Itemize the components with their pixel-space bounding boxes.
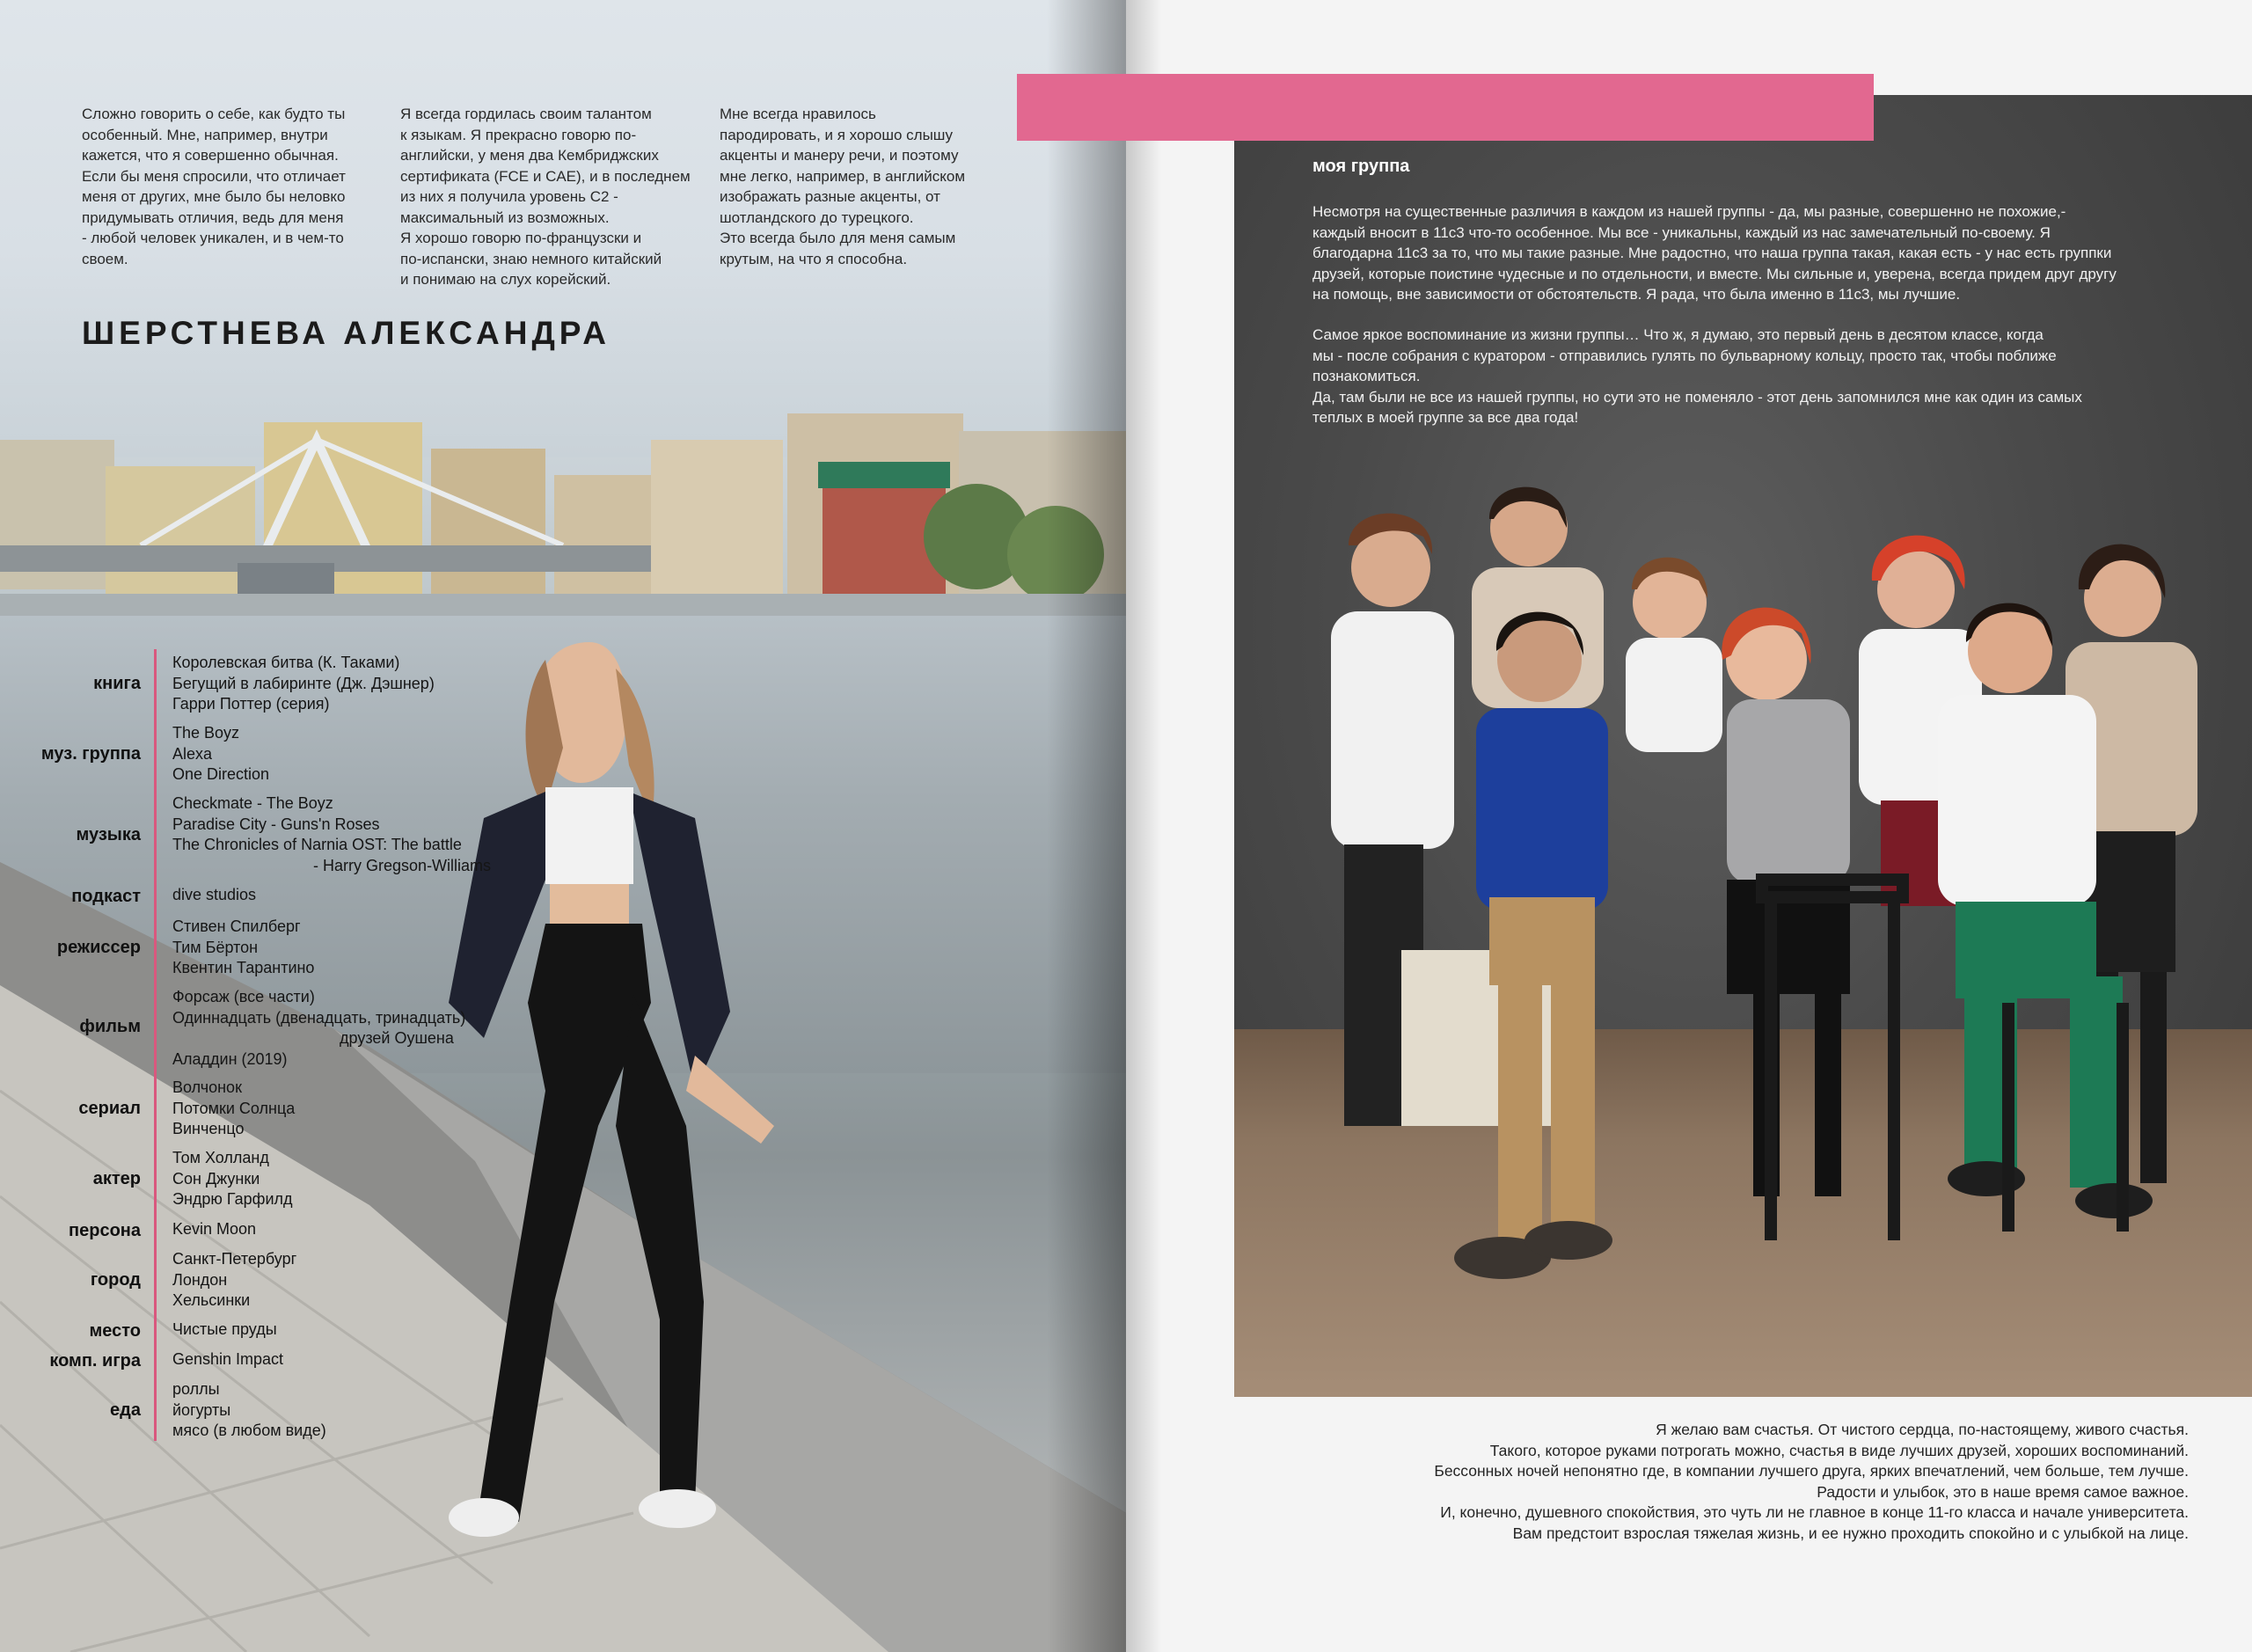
spine-shadow-right bbox=[1126, 0, 1161, 1652]
favorite-category: режиссер bbox=[56, 938, 141, 957]
text-line: по-испански, знаю немного китайский bbox=[400, 250, 662, 267]
text-line: Я желаю вам счастья. От чистого сердца, по-настоящему, живого счастья. bbox=[1656, 1421, 2189, 1438]
favorite-item: Бегущий в лабиринте (Дж. Дэшнер) bbox=[172, 674, 435, 692]
text-line: и понимаю на слух корейский. bbox=[400, 271, 611, 288]
text-line: Несмотря на существенные различия в каждом из нашей группы - да, мы разные, совершенно не похожие,- bbox=[1312, 203, 2066, 220]
person-name-heading: ШЕРСТНЕВА АЛЕКСАНДРА bbox=[82, 315, 611, 351]
favorite-item: друзей Оушена bbox=[172, 1029, 454, 1047]
text-line: теплых в моей группе за все два года! bbox=[1312, 409, 1579, 426]
favorite-item: Форсаж (все части) bbox=[172, 988, 315, 1005]
text-line: благодарна 11с3 за то, что мы такие разные. Мне радостно, что наша группа такая, какая есть - у нас есть группки bbox=[1312, 245, 2112, 261]
text-line: из них я получила уровень С2 - bbox=[400, 188, 618, 205]
favorite-item: Genshin Impact bbox=[172, 1350, 284, 1368]
text-line: изображать разные акценты, от bbox=[720, 188, 940, 205]
favorite-item: Одиннадцать (двенадцать, тринадцать) bbox=[172, 1008, 466, 1027]
favorite-item: Волчонок bbox=[172, 1078, 242, 1096]
favorite-item: One Direction bbox=[172, 765, 270, 783]
text-line: своем. bbox=[82, 250, 128, 267]
favorite-items bbox=[172, 1078, 295, 1140]
intro-column-1 bbox=[82, 104, 372, 269]
favorite-category: музыка bbox=[76, 825, 141, 844]
favorite-item: роллы bbox=[172, 1380, 220, 1398]
favorite-item: Том Холланд bbox=[172, 1149, 269, 1166]
text-line: Вам предстоит взрослая тяжелая жизнь, и ее нужно проходить спокойно и с улыбкой на лице. bbox=[1512, 1524, 2189, 1542]
favorite-category: сериал bbox=[78, 1099, 141, 1118]
portrait-figure bbox=[282, 633, 862, 1539]
favorite-item: Гарри Поттер (серия) bbox=[172, 695, 330, 713]
text-line: Если бы меня спросили, что отличает bbox=[82, 167, 346, 185]
text-line: друзей, которые поистине чудесные и по отдельности, и вместе. Мы сильные и, уверена, всегда придем друг другу bbox=[1312, 265, 2117, 282]
text-line: - любой человек уникален, и в чем-то bbox=[82, 230, 344, 246]
favorite-items bbox=[172, 1349, 283, 1371]
text-line: И, конечно, душевного спокойствия, это чуть ли не главное в конце 11-го класса и начале университета. bbox=[1440, 1503, 2189, 1521]
student-figure bbox=[1626, 558, 1722, 752]
text-line: Я хорошо говорю по-французски и bbox=[400, 230, 642, 246]
text-line: познакомиться. bbox=[1312, 368, 1421, 384]
text-line: пародировать, и я хорошо слышу bbox=[720, 126, 953, 143]
favorite-item: Стивен Спилберг bbox=[172, 917, 301, 935]
favorite-items bbox=[172, 653, 435, 715]
favorite-category: комп. игра bbox=[49, 1351, 141, 1371]
text-line: Да, там были не все из нашей группы, но сути это не поменяло - этот день запомнился мне как один из самых bbox=[1312, 388, 2082, 406]
favorite-item: Checkmate - The Boyz bbox=[172, 794, 333, 812]
text-line: каждый вносит в 11с3 что-то особенное. Мы все - уникальны, каждый из нас замечательный по-своему. Я bbox=[1312, 223, 2051, 241]
city-skyline-image bbox=[0, 405, 1126, 633]
favorite-item: dive studios bbox=[172, 886, 257, 903]
favorite-items bbox=[172, 917, 314, 979]
text-line: максимальный из возможных. bbox=[400, 208, 610, 226]
favorite-item: Kevin Moon bbox=[172, 1220, 257, 1238]
favorite-item: Квентин Тарантино bbox=[172, 959, 315, 976]
favorite-category: актер bbox=[92, 1169, 141, 1188]
favorite-category: фильм bbox=[79, 1017, 141, 1036]
favorite-items bbox=[172, 1219, 256, 1240]
favorite-category: книга bbox=[93, 674, 141, 693]
favorite-item: Хельсинки bbox=[172, 1291, 251, 1309]
favorite-item: Чистые пруды bbox=[172, 1320, 277, 1338]
text-line: Радости и улыбок, это в наше время самое важное. bbox=[1817, 1482, 2189, 1501]
favorite-items bbox=[172, 987, 465, 1070]
favorite-item: Лондон bbox=[172, 1270, 228, 1289]
favorite-item: Alexa bbox=[172, 744, 213, 763]
favorite-item: Потомки Солнца bbox=[172, 1099, 296, 1117]
favorite-category: место bbox=[89, 1321, 141, 1341]
favorite-item: Королевская битва (К. Таками) bbox=[172, 654, 400, 671]
favorite-item: Санкт-Петербург bbox=[172, 1250, 297, 1268]
favorite-item: The Boyz bbox=[172, 724, 240, 742]
favorite-items bbox=[172, 793, 491, 876]
text-line: Я всегда гордилась своим талантом bbox=[400, 106, 652, 122]
favorite-item: Винченцо bbox=[172, 1120, 245, 1137]
text-line: кажется, что я совершенно обычная. bbox=[82, 147, 339, 164]
favorite-category: подкаст bbox=[71, 887, 141, 906]
favorite-item: Эндрю Гарфилд bbox=[172, 1190, 293, 1208]
text-line: особенный. Мне, например, внутри bbox=[82, 126, 328, 143]
text-line: мы - после собрания с куратором - отправились гулять по бульварному кольцу, просто так, чтобы поближе bbox=[1312, 347, 2057, 364]
favorite-item: Paradise City - Guns'n Roses bbox=[172, 815, 380, 833]
group-paragraph-1 bbox=[1312, 201, 2201, 305]
favorite-category: персона bbox=[69, 1221, 141, 1240]
favorite-item: The Chronicles of Narnia OST: The battle bbox=[172, 836, 462, 853]
favorite-item: - Harry Gregson-Williams bbox=[172, 856, 492, 874]
group-paragraph-2 bbox=[1312, 325, 2201, 428]
text-line: Сложно говорить о себе, как будто ты bbox=[82, 106, 346, 122]
favorite-item: Тим Бёртон bbox=[172, 938, 259, 956]
favorite-item: йогурты bbox=[172, 1400, 231, 1419]
text-line: Самое яркое воспоминание из жизни группы… Что ж, я думаю, это первый день в десятом классе, когда bbox=[1312, 326, 2044, 343]
favorite-item: Аладдин (2019) bbox=[172, 1049, 288, 1068]
text-line: шотландского до турецкого. bbox=[720, 208, 914, 226]
text-line: Такого, которое руками потрогать можно, счастья в виде лучших друзей, хороших воспоминаний. bbox=[1489, 1441, 2189, 1459]
favorite-item: Сон Джунки bbox=[172, 1169, 260, 1188]
favorite-items bbox=[172, 885, 256, 906]
favorite-items bbox=[172, 723, 269, 786]
text-line: к языкам. Я прекрасно говорю по- bbox=[400, 126, 637, 143]
text-line: акценты и манеру речи, и поэтому bbox=[720, 147, 959, 164]
favorite-category: еда bbox=[110, 1400, 141, 1420]
favorite-items bbox=[172, 1148, 293, 1210]
text-line: Бессонных ночей непонятно где, в компании лучшего друга, ярких впечатлений, чем больше, тем лучше. bbox=[1434, 1462, 2189, 1480]
text-line: мне легко, например, в английском bbox=[720, 167, 966, 185]
accent-bar bbox=[1017, 74, 1874, 141]
intro-column-3 bbox=[720, 104, 1010, 269]
text-line: крутым, на что я способна. bbox=[720, 250, 908, 267]
text-line: сертификата (FCE и CAE), и в последнем bbox=[400, 167, 691, 185]
text-line: придумывать отличия, ведь для меня bbox=[82, 208, 344, 226]
wishes-text bbox=[1221, 1420, 2189, 1544]
spine-shadow bbox=[1047, 0, 1126, 1652]
text-line: на помощь, вне зависимости от обстоятельств. Я рада, что была именно в 11с3, мы лучшие. bbox=[1312, 286, 1961, 303]
favorites-divider bbox=[154, 649, 157, 1441]
favorite-items bbox=[172, 1249, 296, 1312]
favorite-category: муз. группа bbox=[40, 744, 141, 764]
section-title: моя группа bbox=[1312, 157, 1410, 176]
text-line: Это всегда было для меня самым bbox=[720, 230, 956, 246]
text-line: Мне всегда нравилось bbox=[720, 106, 876, 122]
favorite-category: город bbox=[90, 1270, 141, 1290]
favorite-item: мясо (в любом виде) bbox=[172, 1422, 326, 1439]
text-line: английски, у меня два Кембриджских bbox=[400, 147, 659, 164]
favorite-items bbox=[172, 1319, 277, 1341]
favorite-items bbox=[172, 1379, 326, 1442]
text-line: меня от других, мне было бы неловко bbox=[82, 188, 346, 205]
intro-column-2 bbox=[400, 104, 691, 290]
group-photo-figures bbox=[1234, 457, 2252, 1397]
